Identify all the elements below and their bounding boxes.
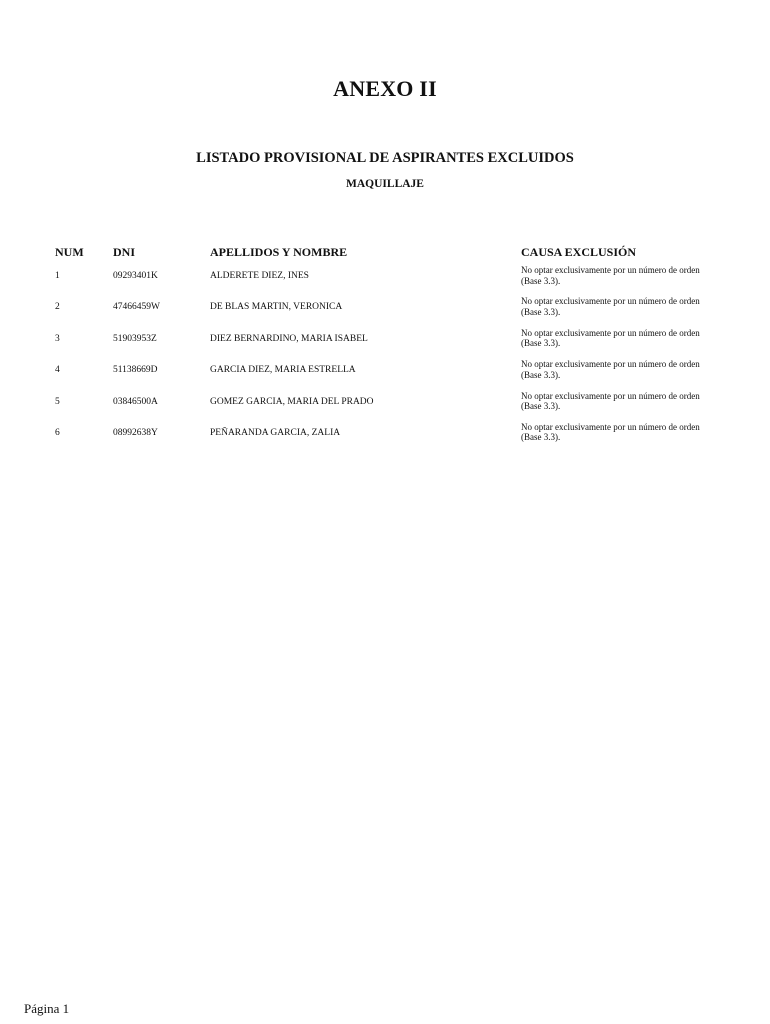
row-name: GOMEZ GARCIA, MARIA DEL PRADO bbox=[210, 396, 374, 407]
table-header-row bbox=[0, 243, 770, 265]
row-dni: 03846500A bbox=[113, 396, 158, 407]
page-number: Página 1 bbox=[24, 1001, 70, 1016]
row-num: 4 bbox=[55, 365, 60, 376]
row-num: 3 bbox=[55, 333, 60, 344]
table-row bbox=[0, 296, 770, 327]
excluded-candidates-table bbox=[0, 243, 770, 453]
subject-title: MAQUILLAJE bbox=[346, 178, 424, 190]
row-dni: 08992638Y bbox=[113, 427, 158, 438]
header-dni: DNI bbox=[113, 245, 136, 259]
table-row bbox=[0, 265, 770, 296]
row-cause: No optar exclusivamente por un número de orden (Base 3.3). bbox=[521, 390, 700, 412]
row-dni: 51138669D bbox=[113, 365, 158, 376]
row-cause: No optar exclusivamente por un número de orden (Base 3.3). bbox=[521, 296, 700, 317]
header-name: APELLIDOS Y NOMBRE bbox=[210, 245, 348, 259]
table-row bbox=[0, 422, 770, 453]
row-cause: No optar exclusivamente por un número de orden (Base 3.3). bbox=[521, 265, 700, 286]
row-dni: 47466459W bbox=[113, 302, 160, 313]
row-num: 5 bbox=[55, 396, 60, 407]
row-cause: No optar exclusivamente por un número de orden (Base 3.3). bbox=[521, 327, 700, 349]
row-num: 1 bbox=[55, 271, 60, 281]
row-name: DE BLAS MARTIN, VERONICA bbox=[210, 302, 343, 313]
row-num: 2 bbox=[55, 302, 60, 313]
table-row bbox=[0, 391, 770, 422]
row-name: ALDERETE DIEZ, INES bbox=[210, 271, 309, 281]
header-cause: CAUSA EXCLUSIÓN bbox=[521, 245, 637, 259]
header-num: NUM bbox=[55, 245, 84, 259]
table-row bbox=[0, 359, 770, 390]
list-title: LISTADO PROVISIONAL DE ASPIRANTES EXCLUIDOS bbox=[196, 150, 574, 166]
table-row bbox=[0, 328, 770, 359]
row-name: DIEZ BERNARDINO, MARIA ISABEL bbox=[210, 333, 368, 344]
row-dni: 51903953Z bbox=[113, 333, 157, 344]
row-name: PEÑARANDA GARCIA, ZALIA bbox=[210, 427, 341, 438]
annex-title: ANEXO II bbox=[333, 76, 437, 101]
row-dni: 09293401K bbox=[113, 271, 158, 281]
row-cause: No optar exclusivamente por un número de orden (Base 3.3). bbox=[521, 359, 700, 380]
row-num: 6 bbox=[55, 427, 60, 438]
row-cause: No optar exclusivamente por un número de orden (Base 3.3). bbox=[521, 421, 700, 443]
row-name: GARCIA DIEZ, MARIA ESTRELLA bbox=[210, 365, 356, 376]
